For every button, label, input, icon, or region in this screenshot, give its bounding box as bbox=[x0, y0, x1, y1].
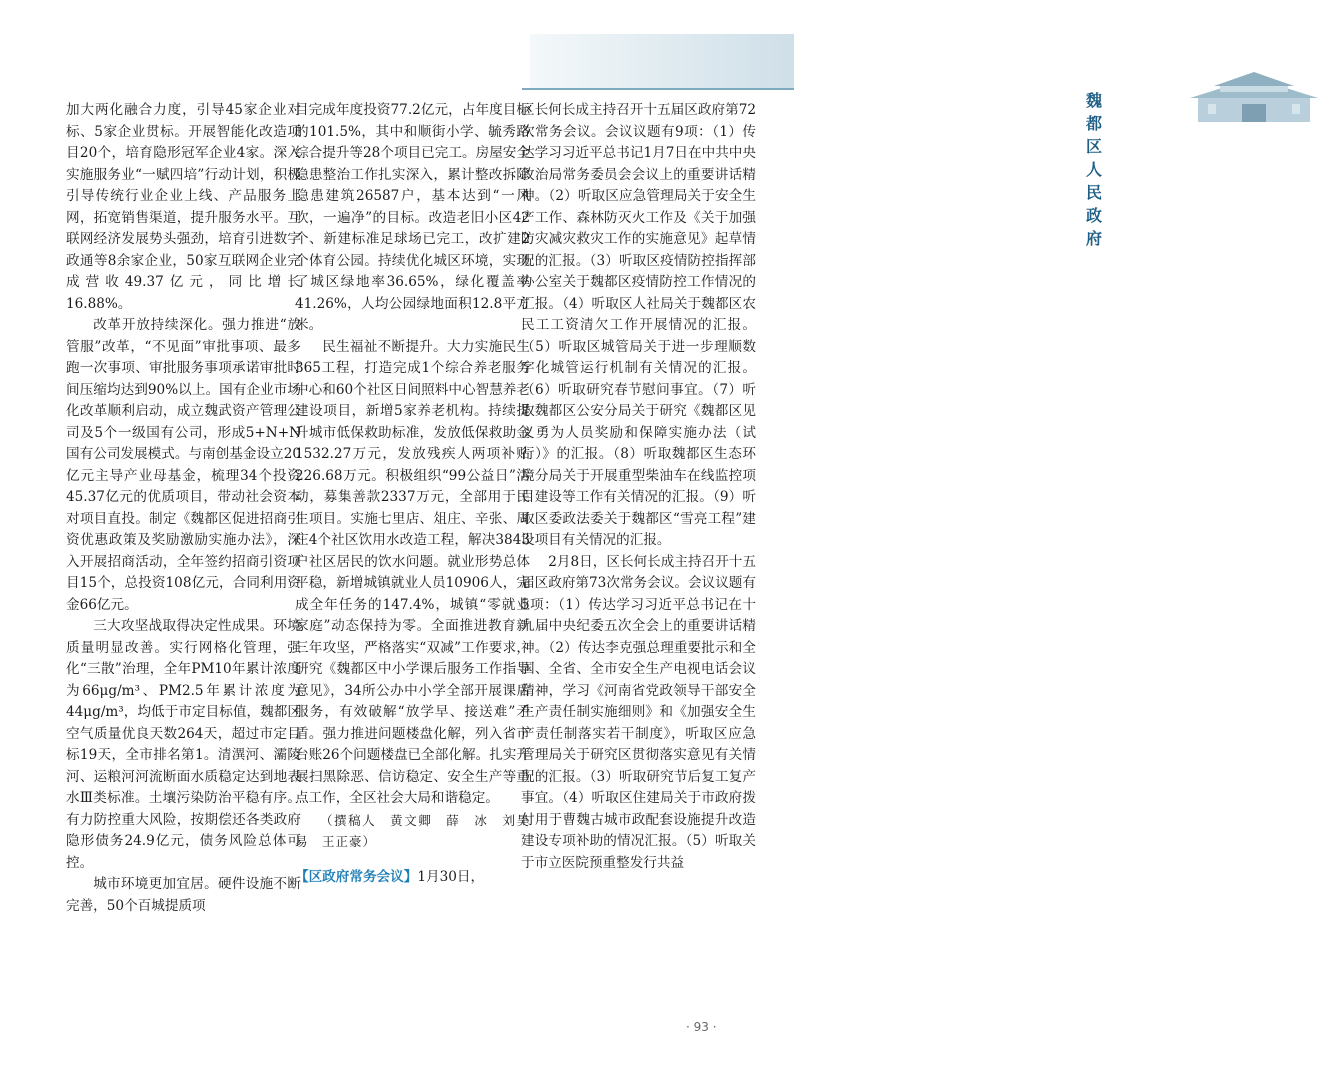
byline: （撰稿人 黄文卿 薛 冰 刘昊易 王正豪） bbox=[295, 812, 530, 849]
spacer bbox=[295, 853, 530, 867]
paragraph: 加大两化融合力度，引导45家企业对标、5家企业贯标。开展智能化改造项目20个，培育隐形冠军企业4家。深入实施服务业“一赋四培”行动计划，积极引导传统行业企业上线、产品服务上网，拓宽销售渠道，提升服务水平。互联网经济发展势头强劲，培育引进数字政通等8余家企业，50家互联网企业完成营收49.37亿元，同比增长16.88%。 bbox=[66, 102, 301, 312]
paragraph: 城市环境更加宜居。硬件设施不断完善，50个百城提质项 bbox=[66, 876, 301, 914]
paragraph: 民生福祉不断提升。大力实施民生365工程，打造完成1个综合养老服务中心和60个社区日间照料中心智慧养老建设项目，新增5家养老机构。持续提升城市低保救助标准，发放低保救助金1532.27万元，发放残疾人两项补贴226.68万元。积极组织“99公益日”活动，募集善款2337万元，全部用于民生项目。实施七里店、俎庄、辛张、周庄4个社区饮用水改造工程，解决3843户社区居民的饮水问题。就业形势总体平稳，新增城镇就业人员10906人，完成全年任务的147.4%，城镇“零就业家庭”动态保持为零。全面推进教育新三年攻坚，严格落实“双减”工作要求，研究《魏都区中小学课后服务工作指导意见》，34所公办中小学全部开展课后服务，有效破解“放学早、接送难”矛盾。强力推进问题楼盘化解，列入省市台账26个问题楼盘已全部化解。扎实开展扫黑除恶、信访稳定、安全生产等重点工作，全区社会大局和谐稳定。 bbox=[295, 338, 530, 806]
paragraph: 目完成年度投资77.2亿元，占年度目标的101.5%，其中和顺街小学、毓秀路综合提升等28个项目已完工。房屋安全隐患整治工作扎实深入，累计整改拆除隐患建筑26587户，基本达到“一风吹，一遍净”的目标。改造老旧小区42个、新建标准足球场已完工，改扩建2个体育公园。持续优化城区环境，实现了城区绿地率36.65%，绿化覆盖率41.26%，人均公园绿地面积12.8平方米。 bbox=[295, 102, 530, 333]
section-heading: 【区政府常务会议】 bbox=[295, 868, 418, 885]
column-right bbox=[521, 100, 756, 874]
column-middle bbox=[295, 100, 530, 888]
header-banner bbox=[530, 34, 1104, 248]
paragraph: 三大攻坚战取得决定性成果。环境质量明显改善。实行网格化管理，强化“三散”治理，全年PM10年累计浓度为66μg/m³、PM2.5年累计浓度为44μg/m³，均低于市定目标值，魏都区空气质量优良天数264天，超过市定目标19天，全市排名第1。清潩河、灞陵河、运粮河河流断面水质稳定达到地表水Ⅲ类标准。土壤污染防治平稳有序。有力防控重大风险，按期偿还各类政府隐形债务24.9亿元，债务风险总体可控。 bbox=[66, 618, 301, 871]
paragraph: 改革开放持续深化。强力推进“放管服”改革，“不见面”审批事项、最多跑一次事项、审批服务事项承诺审批时间压缩均达到90%以上。国有企业市场化改革顺利启动，成立魏武资产管理公司及5个一级国有公司，形成5+N+N国有公司发展模式。与南创基金设立20亿元主导产业母基金，梳理34个投资45.37亿元的优质项目，带动社会资本对项目直投。制定《魏都区促进招商引资优惠政策及奖励激励实施办法》，深入开展招商活动，全年签约招商引资项目15个，总投资108亿元，合同利用资金66亿元。 bbox=[66, 317, 301, 613]
paragraph-lead: 1月30日， bbox=[417, 868, 485, 885]
column-left bbox=[66, 100, 301, 917]
paragraph: 区长何长成主持召开十五届区政府第72次常务会议。会议议题有9项：（1）传达学习习近平总书记1月7日在中共中央政治局常务委员会会议上的重要讲话精神。（2）听取区应急管理局关于安全生产工作、森林防灭火工作及《关于加强防灾减灾救灾工作的实施意见》起草情况的汇报。（3）听取区疫情防控指挥部办公室关于魏都区疫情防控工作情况的汇报。（4）听取区人社局关于魏都区农民工工资清欠工作开展情况的汇报。（5）听取区城管局关于进一步理顺数字化城管运行机制有关情况的汇报。（6）听取研究春节慰问事宜。（7）听取魏都区公安分局关于研究《魏都区见义勇为人员奖励和保障实施办法（试行）》的汇报。（8）听取魏都区生态环境分局关于开展重型柴油车在线监控项目建设等工作有关情况的汇报。（9）听取区委政法委关于魏都区“雪亮工程”建设项目有关情况的汇报。 bbox=[521, 102, 756, 548]
paragraph bbox=[295, 867, 530, 889]
gate-tower-illustration bbox=[1180, 68, 1324, 122]
page-number: · 93 · bbox=[686, 1020, 717, 1034]
header-rule bbox=[522, 88, 794, 90]
paragraph: 2月8日，区长何长成主持召开十五届区政府第73次常务会议。会议议题有5项：（1）传达学习习近平总书记在十九届中央纪委五次全会上的重要讲话精神。（2）传达李克强总理重要批示和全国、全省、全市安全生产电视电话会议精神，学习《河南省党政领导干部安全生产责任制实施细则》和《加强安全生产责任制落实若干制度》，听取区应急管理局关于研究区贯彻落实意见有关情况的汇报。（3）听取研究节后复工复产事宜。（4）听取区住建局关于市政府拨付用于曹魏古城市政配套设施提升改造建设专项补助的情况汇报。（5）听取关于市立医院预重整发行共益 bbox=[521, 553, 756, 871]
header-title: 魏都区人民政府 bbox=[1086, 91, 1104, 248]
